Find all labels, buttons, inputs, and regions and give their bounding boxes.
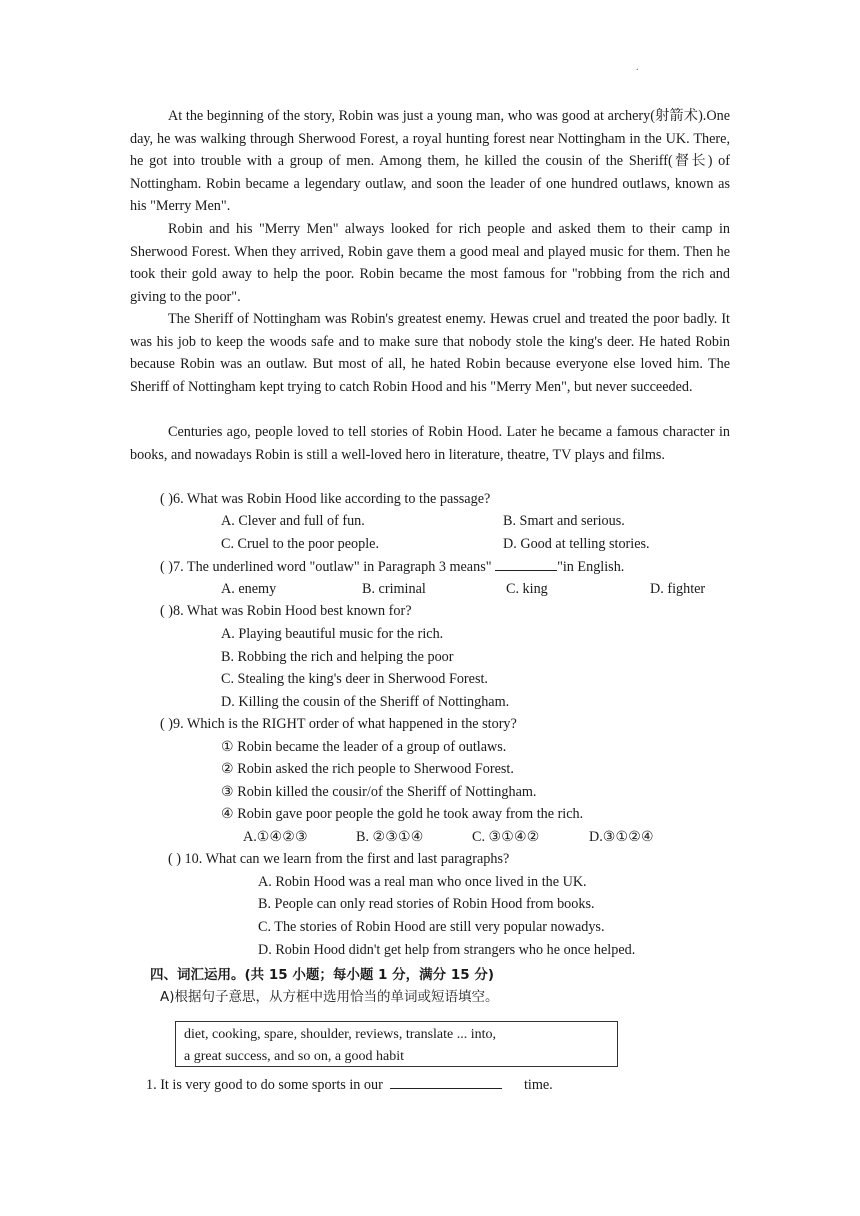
question-7-blank (495, 557, 557, 571)
question-9-option-c: C. ③①④② (472, 829, 540, 845)
word-box-line-1: diet, cooking, spare, shoulder, reviews, translate ... into, (184, 1027, 497, 1042)
vocab-question-1-after: time. (523, 1077, 553, 1093)
passage-paragraph-4: Centuries ago, people loved to tell stories of Robin Hood. Later he became a famous character in books, and nowadays Robin is still a well-loved hero in literature, theatre, TV plays and films. (130, 424, 730, 463)
question-7-option-b: B. criminal (362, 581, 426, 597)
question-7-stem-after: "in English. (557, 559, 625, 575)
question-9-stem: ( )9. Which is the RIGHT order of what happened in the story? (160, 716, 517, 732)
passage-paragraph-3: The Sheriff of Nottingham was Robin's greatest enemy. Hewas cruel and treated the poor badly. It was his job to keep the woods safe and to make sure that nobody stole the king's deer. He hated Robin because Robin was an outlaw. But most of all, he hated Robin because everyone else loved him. The Sheriff of Nottingham kept trying to catch Robin Hood and his "Merry Men", but never succeeded. (130, 311, 730, 395)
question-9-statement-3: ③ Robin killed the cousir/of the Sheriff of Nottingham. (221, 784, 537, 800)
passage-paragraph-1: At the beginning of the story, Robin was just a young man, who was good at archery(射箭术).One day, he was walking through Sherwood Forest, a royal hunting forest near Nottingham in the UK. There, he got into trouble with a group of men. Among them, he killed the cousin of the Sheriff(督长) of Nottingham. Robin became a legendary outlaw, and soon the leader of one hundred outlaws, known as his "Merry Men". (130, 108, 730, 214)
question-9-statement-2: ② Robin asked the rich people to Sherwood Forest. (221, 761, 514, 777)
question-8-option-a: A. Playing beautiful music for the rich. (221, 626, 444, 642)
question-6-option-c: C. Cruel to the poor people. (221, 536, 380, 552)
vocab-question-1 (146, 1075, 553, 1094)
question-7-option-d: D. fighter (650, 581, 706, 597)
question-9-statement-1: ① Robin became the leader of a group of outlaws. (221, 739, 507, 755)
word-box (175, 1021, 618, 1067)
question-9-option-d: D.③①②④ (589, 829, 654, 845)
question-9-statement-4: ④ Robin gave poor people the gold he took away from the rich. (221, 806, 584, 822)
question-10-option-d: D. Robin Hood didn't get help from strangers who he once helped. (258, 942, 636, 958)
question-7-option-a: A. enemy (221, 581, 277, 597)
header-mark: . (636, 62, 639, 73)
question-8-option-c: C. Stealing the king's deer in Sherwood Forest. (221, 671, 488, 687)
question-7-stem-before: ( )7. The underlined word "outlaw" in Paragraph 3 means" (160, 559, 496, 575)
vocab-question-1-before: 1. It is very good to do some sports in our (146, 1077, 387, 1093)
question-7-option-c: C. king (506, 581, 548, 597)
question-8-option-d: D. Killing the cousin of the Sheriff of Nottingham. (221, 694, 510, 710)
question-10-option-a: A. Robin Hood was a real man who once lived in the UK. (258, 874, 587, 890)
question-6-stem: ( )6. What was Robin Hood like according to the passage? (160, 491, 491, 507)
word-box-line-2: a great success, and so on, a good habit (184, 1049, 405, 1064)
section-title: 四、词汇运用。(共 15 小题；每小题 1 分，满分 15 分) (150, 967, 495, 983)
question-6-option-b: B. Smart and serious. (503, 513, 625, 529)
question-6-option-a: A. Clever and full of fun. (221, 513, 365, 529)
question-10-stem: ( ) 10. What can we learn from the first and last paragraphs? (168, 851, 510, 867)
question-10-option-b: B. People can only read stories of Robin Hood from books. (258, 896, 595, 912)
question-10-option-c: C. The stories of Robin Hood are still very popular nowadys. (258, 919, 605, 935)
question-8-stem: ( )8. What was Robin Hood best known for? (160, 603, 412, 619)
question-9-option-a: A.①④②③ (243, 829, 308, 845)
vocab-question-1-blank (390, 1075, 502, 1089)
section-instruction: A)根据句子意思，从方框中选用恰当的单词或短语填空。 (160, 989, 499, 1005)
question-7-stem (160, 557, 624, 577)
question-9-option-b: B. ②③①④ (356, 829, 424, 845)
passage-paragraph-2: Robin and his "Merry Men" always looked for rich people and asked them to their camp in Sherwood Forest. When they arrived, Robin gave them a good meal and played music for them. Then he took their gold away to help the poor. Robin became the most famous for "robbing from the rich and giving to the poor". (130, 221, 730, 305)
question-6-option-d: D. Good at telling stories. (503, 536, 650, 552)
question-8-option-b: B. Robbing the rich and helping the poor (221, 649, 454, 665)
